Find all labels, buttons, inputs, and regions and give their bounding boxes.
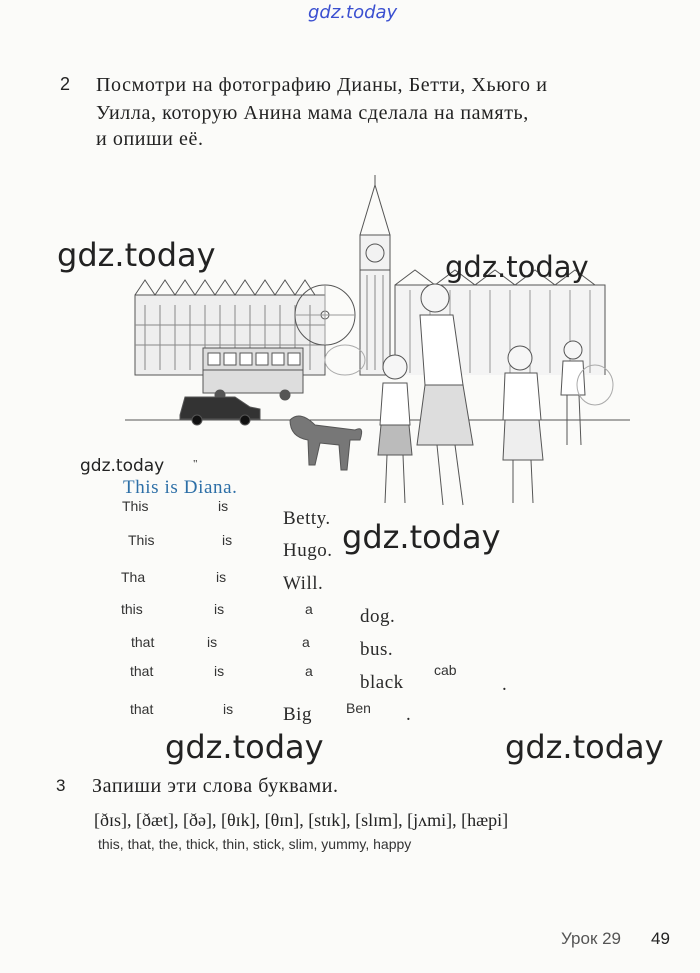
- transcription-line: [ðɪs], [ðæt], [ðə], [θɪk], [θɪn], [stɪk], [slɪm], [jʌmi], [hæpi]: [94, 810, 509, 830]
- answer-word: is: [214, 663, 225, 679]
- printed-word: Betty.: [283, 508, 331, 529]
- watermark-6: gdz.today: [505, 728, 664, 766]
- answer-word: is: [207, 634, 218, 650]
- answer-word: that: [131, 634, 155, 650]
- exercise-2-instruction-line2: Уилла, которую Анина мама сделала на память,: [96, 102, 529, 124]
- answer-word: Tha: [121, 569, 146, 585]
- printed-word: Hugo.: [283, 540, 333, 561]
- page-number: 49: [651, 929, 670, 948]
- watermark-1: gdz.today: [57, 236, 216, 274]
- answer-word: that: [130, 701, 154, 717]
- answer-word: is: [222, 532, 233, 548]
- small-mark: ": [193, 458, 198, 470]
- answer-word: a: [302, 634, 310, 650]
- blank-dot: .: [406, 704, 412, 725]
- model-sentence: This is Diana.: [123, 477, 238, 498]
- watermark-top: gdz.today: [308, 2, 398, 23]
- printed-word: Big: [283, 704, 312, 725]
- answer-word: is: [216, 569, 227, 585]
- exercise-2-instruction-line1: Посмотри на фотографию Дианы, Бетти, Хьюго и: [96, 74, 548, 96]
- watermark-5: gdz.today: [165, 728, 324, 766]
- watermark-2: gdz.today: [445, 250, 589, 284]
- printed-word: Will.: [283, 573, 324, 594]
- answer-word: a: [305, 601, 313, 617]
- answer-word: is: [218, 498, 229, 514]
- london-photo-illustration: [125, 175, 630, 515]
- answer-word: This: [122, 498, 149, 514]
- exercise-2-number: 2: [60, 74, 71, 94]
- answer-word: this: [121, 601, 143, 617]
- printed-word: bus.: [360, 639, 394, 660]
- exercise-3-number: 3: [56, 776, 66, 795]
- watermark-3: gdz.today: [80, 456, 165, 476]
- answer-word: is: [214, 601, 225, 617]
- answer-line: this, that, the, thick, thin, stick, slim, yummy, happy: [98, 836, 412, 852]
- exercise-3-instruction: Запиши эти слова буквами.: [92, 775, 339, 797]
- watermark-4: gdz.today: [342, 518, 501, 556]
- answer-word: that: [130, 663, 154, 679]
- printed-word: dog.: [360, 606, 396, 627]
- answer-word: is: [223, 701, 234, 717]
- answer-word: Ben: [346, 700, 371, 716]
- printed-word: black: [360, 672, 404, 693]
- answer-word: a: [305, 663, 313, 679]
- lesson-label: Урок 29: [561, 929, 622, 948]
- blank-dot: .: [502, 674, 508, 695]
- answer-word: cab: [434, 662, 457, 678]
- exercise-2-instruction-line3: и опиши её.: [96, 128, 204, 150]
- answer-word: This: [128, 532, 155, 548]
